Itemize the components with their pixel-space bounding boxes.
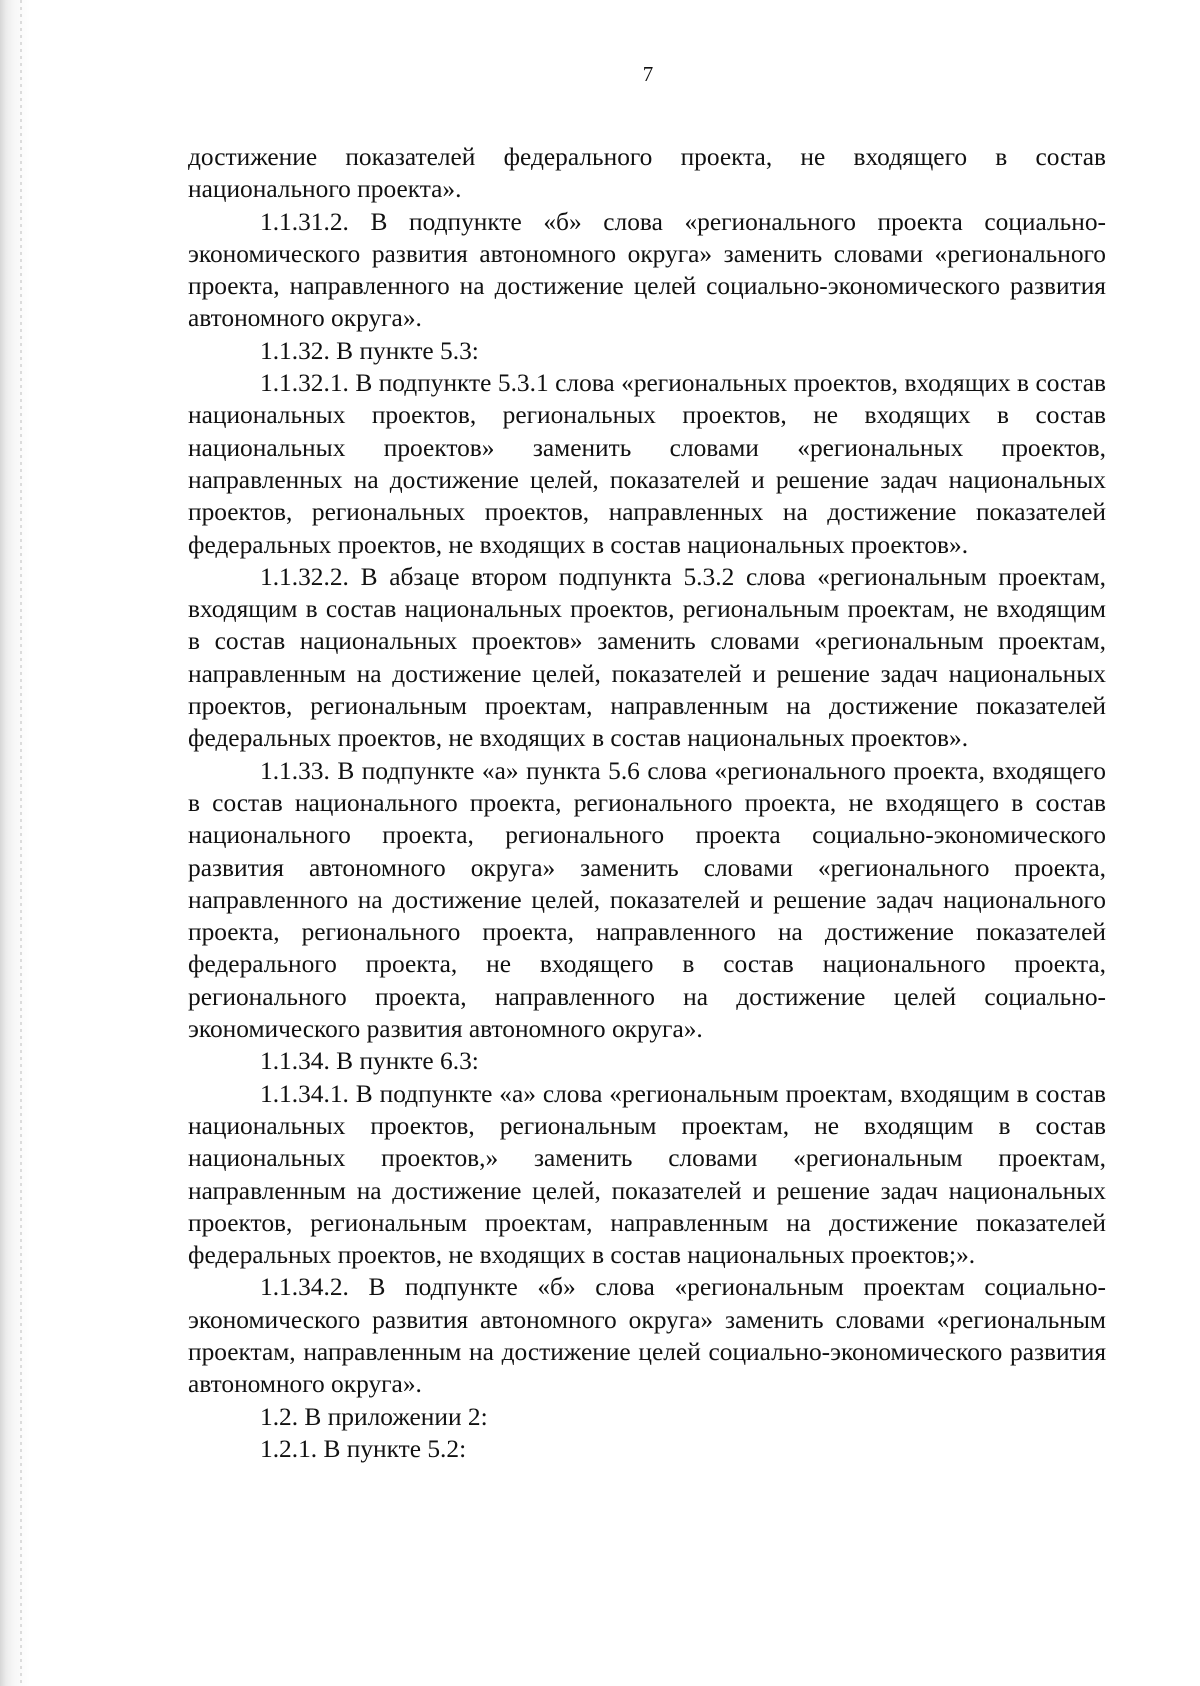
paragraph-1-1-32: 1.1.32. В пункте 5.3: [260,336,479,365]
paragraph-1-1-34-2: 1.1.34.2. В подпункте «б» слова «региональным проектам социально-экономического развития автономного округа» заменить словами «региональным проектам, направленным на достижение целей социально-экономического развития автономного округа». [188,1273,1106,1399]
paragraph-continuation: достижение показателей федерального проекта, не входящего в состав национального проекта». [188,143,1106,204]
paragraph-1-1-31-2: 1.1.31.2. В подпункте «б» слова «регионального проекта социально-экономического развития автономного округа» заменить словами «регионального проекта, направленного на достижение целей социально-экономического развития автономного округа». [188,207,1106,333]
paragraph-1-1-34: 1.1.34. В пункте 6.3: [260,1047,479,1076]
paragraph-1-1-34-1: 1.1.34.1. В подпункте «а» слова «региональным проектам, входящим в состав национальных проектов, региональным проектам, не входящим в состав национальных проектов,» заменить словами «региональным проектам, направленным на достижение целей, показателей и решение задач национальных проектов, региональным проектам, направленным на достижение показателей федеральных проектов, не входящих в состав национальных проектов;». [188,1079,1106,1270]
document-body [188,141,1106,1465]
scan-edge [0,0,30,1686]
paragraph-1-1-32-1: 1.1.32.1. В подпункте 5.3.1 слова «региональных проектов, входящих в состав национальных проектов, региональных проектов, не входящих в состав национальных проектов» заменить словами «региональных проектов, направленных на достижение целей, показателей и решение задач национальных проектов, региональных проектов, направленных на достижение показателей федеральных проектов, не входящих в состав национальных проектов». [188,369,1106,559]
page-number: 7 [642,62,654,86]
paragraph-1-1-32-2: 1.1.32.2. В абзаце втором подпункта 5.3.2 слова «региональным проектам, входящим в состав национальных проектов, региональным проектам, не входящим в состав национальных проектов» заменить словами «региональным проектам, направленным на достижение целей, показателей и решение задач национальных проектов, региональным проектам, направленным на достижение показателей федеральных проектов, не входящих в состав национальных проектов». [188,562,1106,753]
paragraph-1-1-33: 1.1.33. В подпункте «а» пункта 5.6 слова «регионального проекта, входящего в состав национального проекта, регионального проекта, не входящего в состав национального проекта, регионального проекта социально-экономического развития автономного округа» заменить словами «регионального проекта, направленного на достижение целей, показателей и решение задач национального проекта, регионального проекта, направленного на достижение показателей федерального проекта, не входящего в состав национального проекта, регионального проекта, направленного на достижение целей социально-экономического развития автономного округа». [188,756,1106,1044]
paragraph-1-2-1: 1.2.1. В пункте 5.2: [260,1434,467,1463]
paragraph-1-2: 1.2. В приложении 2: [260,1402,488,1431]
